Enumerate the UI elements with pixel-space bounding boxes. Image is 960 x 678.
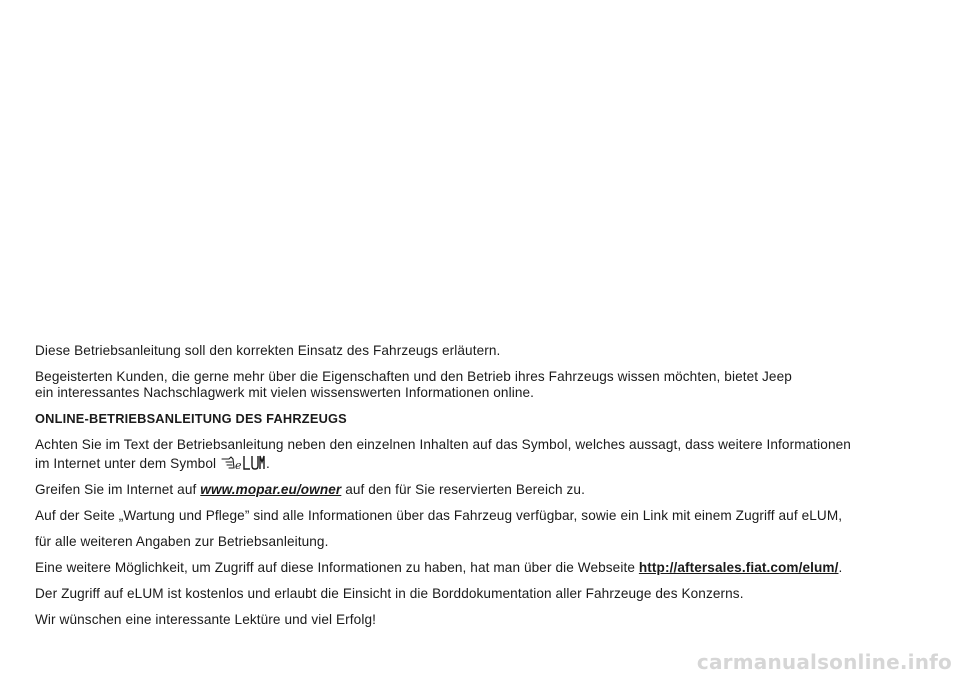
- website-paragraph: [35, 560, 915, 576]
- section-heading: ONLINE-BETRIEBSANLEITUNG DES FAHRZEUGS: [35, 411, 347, 426]
- symbol-paragraph: [35, 437, 915, 472]
- mopar-owner-link[interactable]: www.mopar.eu/owner: [200, 482, 342, 497]
- symbol-line-2: im Internet unter dem Symbol: [35, 456, 217, 471]
- aftersales-elum-link[interactable]: http://aftersales.fiat.com/elum/: [638, 560, 839, 575]
- symbol-line-end: .: [266, 456, 270, 471]
- customers-line-1: Begeisterten Kunden, die gerne mehr über die Eigenschaften und den Betrieb ihres Fahrzeugs wissen möchten, bietet Jeep: [35, 369, 792, 384]
- svg-text:e: e: [235, 459, 242, 471]
- customers-line-2: ein interessantes Nachschlagwerk mit vielen wissenswerten Informationen online.: [35, 385, 535, 400]
- intro-paragraph: Diese Betriebsanleitung soll den korrekten Einsatz des Fahrzeugs erläutern.: [35, 343, 501, 358]
- closing-paragraph: Wir wünschen eine interessante Lektüre und viel Erfolg!: [35, 612, 376, 627]
- website-text-before: Eine weitere Möglichkeit, um Zugriff auf diese Informationen zu haben, hat man über die Webseite: [35, 560, 635, 575]
- page-info-paragraph: Auf der Seite „Wartung und Pflege” sind alle Informationen über das Fahrzeug verfügbar, sowie ein Link mit einem Zugriff auf eLUM,: [35, 508, 843, 523]
- elum-hand-icon: [220, 453, 266, 471]
- access-text-before: Greifen Sie im Internet auf: [35, 482, 197, 497]
- access-text-after: auf den für Sie reservierten Bereich zu.: [345, 482, 585, 497]
- access-paragraph: [35, 482, 915, 498]
- customers-paragraph: [35, 369, 915, 401]
- page-info-continued: für alle weiteren Angaben zur Betriebsanleitung.: [35, 534, 329, 549]
- site-watermark: carmanualsonline.info: [696, 650, 952, 674]
- website-text-end: .: [838, 560, 843, 575]
- free-access-paragraph: Der Zugriff auf eLUM ist kostenlos und erlaubt die Einsicht in die Borddokumentation aller Fahrzeuge des Konzerns.: [35, 586, 744, 601]
- manual-text: [35, 343, 915, 638]
- symbol-line-1: Achten Sie im Text der Betriebsanleitung neben den einzelnen Inhalten auf das Symbol, welches aussagt, dass weitere Informationen: [35, 437, 851, 452]
